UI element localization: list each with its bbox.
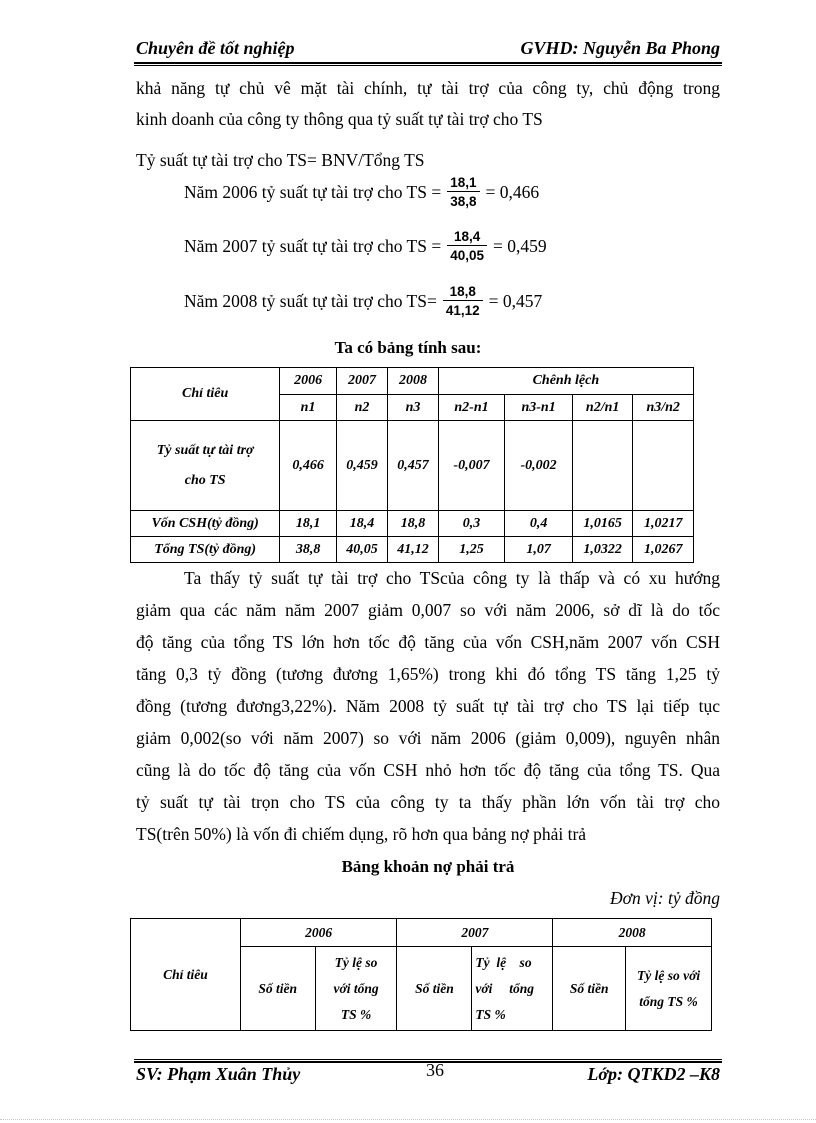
table-cell xyxy=(633,421,694,511)
fraction xyxy=(443,284,483,318)
table-cell: 0,3 xyxy=(438,511,505,537)
equation-2008 xyxy=(184,281,542,321)
self-financing-table xyxy=(130,367,694,563)
table-cell: 0,4 xyxy=(505,511,573,537)
subheader-cell: n2/n1 xyxy=(572,395,633,421)
subheader-cell: n2-n1 xyxy=(438,395,505,421)
table-cell: -0,007 xyxy=(438,421,505,511)
table-row xyxy=(131,537,694,563)
text-line: TS(trên 50%) là vốn đi chiếm dụng, rõ hơn qua bảng nợ phải trả xyxy=(136,824,587,844)
subheader-ratio-line: tổng TS % xyxy=(639,993,698,1009)
subheader-ratio-line: Tỷ lệ so với xyxy=(637,967,701,983)
table-cell: 0,466 xyxy=(280,421,337,511)
subheader-ratio xyxy=(472,947,553,1031)
fraction xyxy=(447,175,479,209)
subheader-ratio xyxy=(626,947,712,1031)
text-line: cũng là do tốc độ tăng của vốn CSH nhỏ hơn tốc độ tăng của tổng TS. Qua xyxy=(136,760,720,780)
page-header xyxy=(136,38,720,62)
numerator: 18,1 xyxy=(450,175,477,190)
subheader-ratio-line: TS % xyxy=(475,1006,506,1022)
table-row xyxy=(131,421,694,511)
table-cell: 1,0217 xyxy=(633,511,694,537)
subheader-amount: Số tiền xyxy=(553,947,626,1031)
col-header-year: 2007 xyxy=(397,919,553,947)
table2-title: Bảng khoản nợ phải trả xyxy=(341,857,515,876)
unit-label: Đơn vị: tỷ đồng xyxy=(610,888,720,908)
subheader-amount: Số tiền xyxy=(240,947,315,1031)
subheader-cell: n1 xyxy=(280,395,337,421)
text-line: giảm qua các năm năm 2007 giảm 0,007 so với năm 2006, sở dĩ là do tốc xyxy=(136,600,720,620)
subheader-ratio-line: TS % xyxy=(340,1006,372,1022)
equation-label: Năm 2008 tỷ suất tự tài trợ cho TS= xyxy=(184,290,437,311)
table-cell: 18,4 xyxy=(336,511,387,537)
table-cell: -0,002 xyxy=(505,421,573,511)
text-line: khả năng tự chủ vê mặt tài chính, tự tài trợ của công ty, chủ động trong xyxy=(136,78,720,98)
text-line: tỷ suất tự tài trọn cho TS của công ty ta thấy phần lớn vốn tài trợ cho xyxy=(136,792,720,812)
subheader-cell: n3/n2 xyxy=(633,395,694,421)
numerator: 18,8 xyxy=(449,284,476,299)
subheader-ratio xyxy=(315,947,397,1031)
page-number: 36 xyxy=(426,1060,444,1080)
text-line: tăng 0,3 tỷ đồng (tương đương 1,65%) trong khi đó tổng TS tăng 1,25 tỷ xyxy=(136,664,720,684)
text-line: giảm 0,002(so với năm 2007) so với năm 2006 (giảm 0,009), nguyên nhân xyxy=(136,728,720,748)
analysis-paragraph xyxy=(136,563,720,851)
equation-2006 xyxy=(184,172,539,212)
subheader-ratio-line: với tổng xyxy=(475,980,534,996)
equation-result: = 0,466 xyxy=(485,181,540,202)
header-rule xyxy=(134,62,722,66)
table-cell: 1,0322 xyxy=(572,537,633,563)
denominator: 40,05 xyxy=(450,248,485,263)
row-label xyxy=(131,421,280,511)
subheader-cell: n3-n1 xyxy=(505,395,573,421)
footer-student: SV: Phạm Xuân Thủy xyxy=(136,1064,301,1084)
table-cell: 40,05 xyxy=(336,537,387,563)
equation-result: = 0,459 xyxy=(493,235,547,256)
table-header-row xyxy=(131,919,712,947)
equation-label: Năm 2006 tỷ suất tự tài trợ cho TS = xyxy=(184,181,442,202)
page-edge-divider xyxy=(0,1119,816,1120)
equation-result: = 0,457 xyxy=(488,290,543,311)
page-footer xyxy=(136,1060,720,1088)
subheader-ratio-line: với tổng xyxy=(333,980,379,996)
table-cell xyxy=(572,421,633,511)
table-cell: 1,25 xyxy=(438,537,505,563)
row-label: Vốn CSH(tỷ đồng) xyxy=(131,511,280,537)
text-line: kinh doanh của công ty thông qua tỷ suất tự tài trợ cho TS xyxy=(136,109,543,129)
header-advisor: GVHD: Nguyễn Ba Phong xyxy=(520,38,720,58)
numerator: 18,4 xyxy=(453,229,481,244)
intro-paragraph xyxy=(136,73,720,135)
table-cell: 18,1 xyxy=(280,511,337,537)
table-cell: 0,459 xyxy=(336,421,387,511)
col-header-criteria: Chỉ tiêu xyxy=(131,368,280,421)
table-cell: 0,457 xyxy=(388,421,438,511)
table-cell: 18,8 xyxy=(388,511,438,537)
table-cell: 38,8 xyxy=(280,537,337,563)
table1-title: Ta có bảng tính sau: xyxy=(334,338,482,357)
footer-class: Lớp: QTKD2 –K8 xyxy=(587,1064,720,1084)
subheader-ratio-line: Tỷ lệ so xyxy=(475,954,532,970)
row-label: Tổng TS(tỷ đồng) xyxy=(131,537,280,563)
text-line: độ tăng của tổng TS lớn hơn tốc độ tăng của vốn CSH,năm 2007 vốn CSH xyxy=(136,632,720,652)
col-header-year: 2006 xyxy=(240,919,397,947)
table-cell: 41,12 xyxy=(388,537,438,563)
text-line: Ta thấy tỷ suất tự tài trợ cho TScủa công ty là thấp và có xu hướng xyxy=(184,568,720,588)
text-line: đồng (tương đương3,22%). Năm 2008 tỷ suất tự tài trợ cho TS lại tiếp tục xyxy=(136,696,720,716)
table-cell: 1,07 xyxy=(505,537,573,563)
col-header-year: 2007 xyxy=(336,368,387,395)
formula-definition: Tỷ suất tự tài trợ cho TS= BNV/Tổng TS xyxy=(136,150,425,170)
subheader-cell: n3 xyxy=(388,395,438,421)
denominator: 38,8 xyxy=(450,194,477,209)
table-row xyxy=(131,511,694,537)
table-cell: 1,0165 xyxy=(572,511,633,537)
denominator: 41,12 xyxy=(445,303,480,318)
col-header-year: 2008 xyxy=(388,368,438,395)
col-header-year: 2006 xyxy=(280,368,337,395)
subheader-cell: n2 xyxy=(336,395,387,421)
equation-2007 xyxy=(184,226,547,266)
subheader-amount: Số tiền xyxy=(397,947,472,1031)
equation-label: Năm 2007 tỷ suất tự tài trợ cho TS = xyxy=(184,235,442,256)
table-cell: 1,0267 xyxy=(633,537,694,563)
subheader-ratio-line: Tỷ lệ so xyxy=(334,954,378,970)
col-header-year: 2008 xyxy=(553,919,712,947)
fraction xyxy=(447,229,487,263)
col-header-criteria: Chỉ tiêu xyxy=(131,919,241,1031)
row-label-line: cho TS xyxy=(184,472,226,488)
col-header-difference: Chênh lệch xyxy=(438,368,693,395)
header-title: Chuyên đề tốt nghiệp xyxy=(136,38,295,58)
table-header-row xyxy=(131,368,694,395)
row-label-line: Tỷ suất tự tài trợ xyxy=(156,442,254,458)
payables-table xyxy=(130,918,712,1031)
